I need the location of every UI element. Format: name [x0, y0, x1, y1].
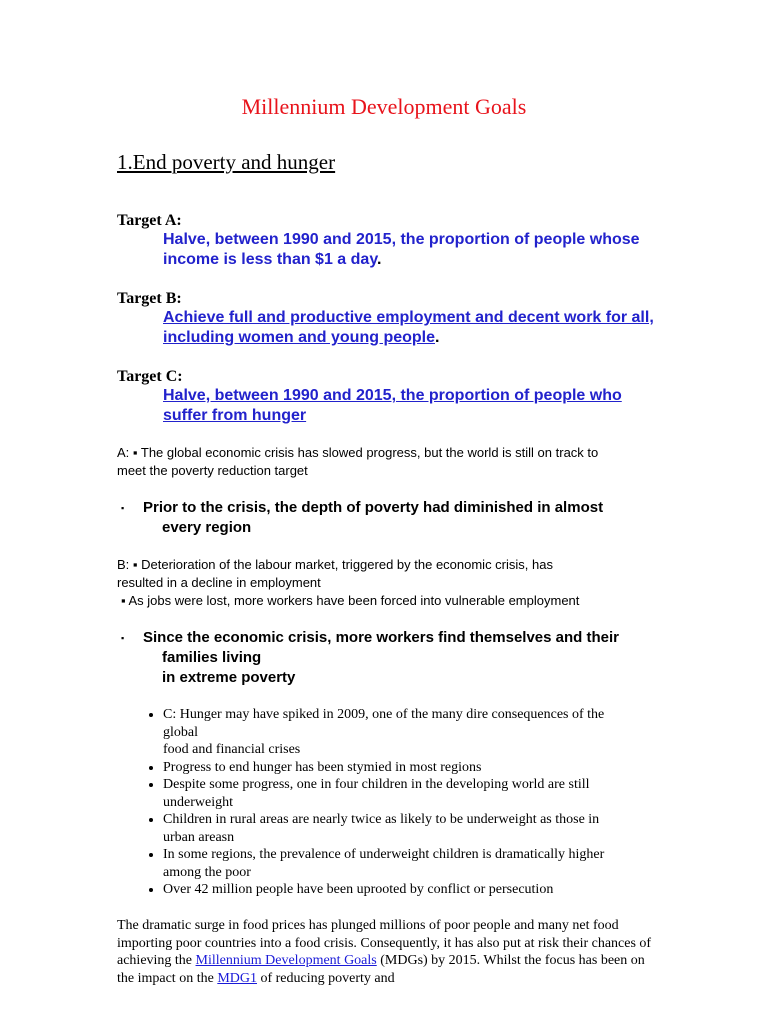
list-item-line: • Children in rural areas are nearly twice as likely to be underweight as those in [163, 812, 600, 827]
list-item [163, 811, 683, 846]
list-item [163, 776, 683, 811]
closing-paragraph [117, 917, 657, 987]
list-item-line: among the poor [163, 864, 251, 880]
section-b-line1: B: ▪ Deterioration of the labour market, triggered by the economic crisis, has [117, 557, 553, 572]
list-item-line: • Progress to end hunger has been stymied in most regions [163, 759, 482, 775]
list-item-line: urban areasn [163, 829, 235, 845]
goal-heading: 1.End poverty and hunger [117, 150, 336, 174]
target-a-label: Target A: [117, 212, 182, 229]
target-c-line1[interactable]: Halve, between 1990 and 2015, the proportion of people who [163, 387, 622, 404]
target-a-line2-wrap [163, 250, 640, 270]
mdg-link[interactable]: Millennium Development Goals [195, 953, 377, 968]
section-b-line2: resulted in a decline in employment [117, 575, 321, 590]
section-a-bold-line2: every region [162, 519, 252, 536]
closing-text-3: of reducing poverty and [256, 970, 395, 986]
list-item-line: • C: Hunger may have spiked in 2009, one of the many dire consequences of the [163, 707, 605, 722]
section-a-bold-point [143, 498, 603, 538]
mdg1-link[interactable]: MDG1 [217, 970, 257, 986]
section-a-bold-line1: Prior to the crisis, the depth of poverty had diminished in almost [143, 499, 604, 516]
target-b-line1[interactable]: Achieve full and productive employment and decent work for all, [163, 309, 654, 326]
section-b-bold-line3: in extreme poverty [162, 669, 296, 686]
closing-text-1: The dramatic surge in food prices has plunged millions of poor people and many net food importing poor countries into a food crisis. Consequently, it has also put at risk their chances of achieving the [117, 918, 652, 968]
list-item-line: • Despite some progress, one in four children in the developing world are still [163, 777, 590, 792]
target-b-text[interactable] [163, 308, 654, 348]
list-item-line: food and financial crises [163, 742, 301, 757]
section-b-bold-line2: families living [162, 649, 262, 666]
target-a-line2: income is less than $1 a day [163, 251, 378, 268]
target-b-tail: . [435, 329, 440, 346]
target-b-line2[interactable]: including women and young people [163, 329, 435, 346]
list-item-line: global [163, 724, 198, 740]
target-b-label: Target B: [117, 290, 182, 307]
target-c-line2-wrap [163, 406, 622, 426]
list-item-line: underweight [163, 794, 233, 810]
target-b-line2-wrap [163, 328, 654, 348]
section-c-list [117, 706, 683, 899]
target-a-tail: . [377, 251, 382, 268]
list-item [163, 759, 683, 777]
list-item-line: • Over 42 million people have been uprooted by conflict or persecution [163, 882, 554, 897]
section-b-line3: ▪ As jobs were lost, more workers have been forced into vulnerable employment [121, 593, 580, 608]
section-b-bold-point [143, 628, 619, 688]
list-item [163, 881, 683, 899]
section-b-bold-line1: Since the economic crisis, more workers find themselves and their [143, 629, 620, 646]
bullet-icon: ▪ [121, 503, 125, 513]
target-a-text [163, 230, 640, 270]
section-b-paragraph [117, 556, 677, 610]
target-c-text[interactable] [163, 386, 622, 426]
list-item-line: • In some regions, the prevalence of underweight children is dramatically higher [163, 847, 605, 862]
target-c-line2[interactable]: suffer from hunger [163, 407, 307, 424]
target-a-line1: Halve, between 1990 and 2015, the proportion of people whose [163, 231, 640, 248]
section-a-paragraph [117, 444, 677, 480]
target-c-label: Target C: [117, 368, 183, 385]
bullet-icon: ▪ [121, 633, 125, 643]
list-item [163, 846, 683, 881]
section-a-line1: A: ▪ The global economic crisis has slowed progress, but the world is still on track to [117, 445, 599, 460]
closing-text-2: (MDGs) by 2015. Whilst the focus has been on the impact on the [117, 953, 645, 986]
document-title: Millennium Development Goals [241, 94, 527, 119]
list-item [163, 706, 683, 759]
section-a-line2: meet the poverty reduction target [117, 463, 308, 478]
